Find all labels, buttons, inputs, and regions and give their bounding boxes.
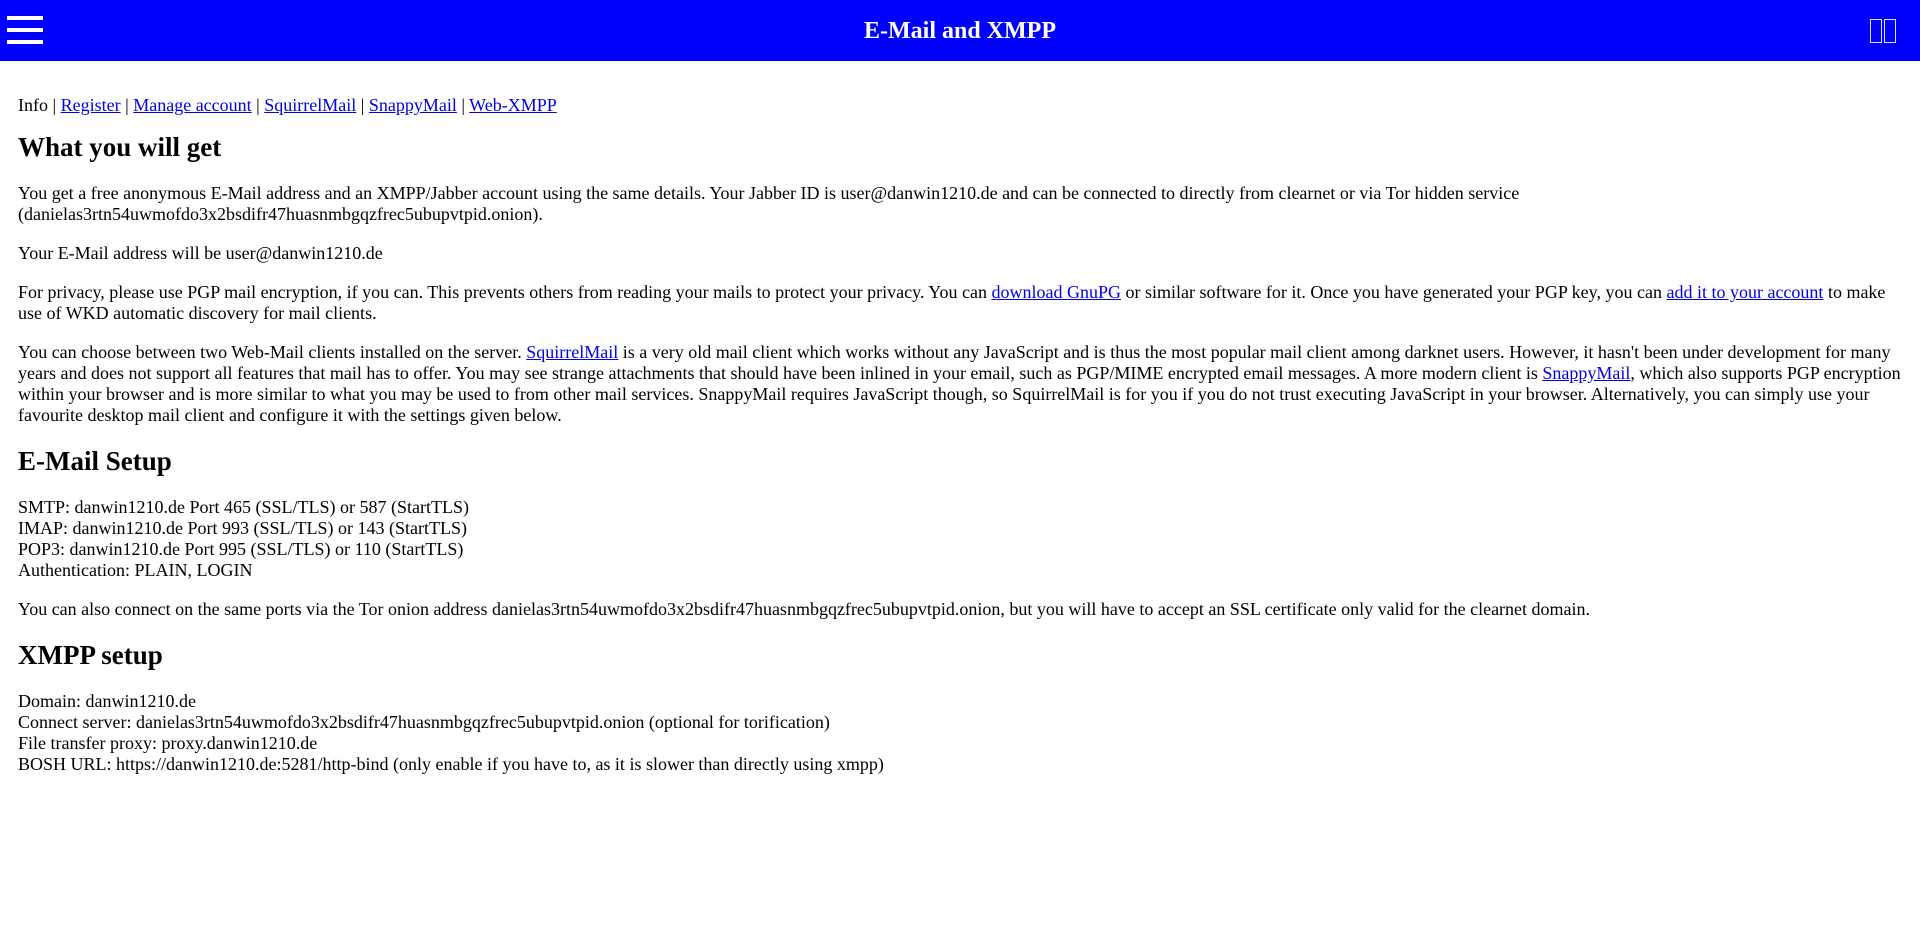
nav-separator: | — [120, 95, 134, 115]
pgp-text-2: or similar software for it. Once you have generated your PGP key, you can — [1120, 282, 1667, 302]
xmpp-file-proxy-setting: File transfer proxy: proxy.danwin1210.de — [18, 733, 318, 753]
pgp-text-1: For privacy, please use PGP mail encryption, if you can. This prevents others from reading your mails to protect your privacy. You can — [18, 282, 992, 302]
onion-note-paragraph: You can also connect on the same ports via the Tor onion address danielas3rtn54uwmofdo3x2bsdifr47huasnmbgqzfrec5ubupvtpid.onion, but you will have to accept an SSL certificate only valid for the clearnet domain. — [18, 599, 1591, 619]
nav-link-squirrelmail[interactable]: SquirrelMail — [264, 95, 357, 115]
heading-what-you-will-get: What you will get — [18, 132, 222, 162]
pop3-setting: POP3: danwin1210.de Port 995 (SSL/TLS) or 110 (StartTLS) — [18, 539, 464, 559]
nav-separator: | — [251, 95, 265, 115]
nav-links — [18, 95, 1902, 116]
nav-separator: | — [48, 95, 61, 115]
auth-setting: Authentication: PLAIN, LOGIN — [18, 560, 253, 580]
pgp-paragraph — [18, 282, 1902, 324]
nav-link-manage-account[interactable]: Manage account — [133, 95, 252, 115]
smtp-setting: SMTP: danwin1210.de Port 465 (SSL/TLS) or 587 (StartTLS) — [18, 497, 469, 517]
pgp-text-3: to make use of WKD automatic discovery for mail clients. — [18, 282, 1886, 323]
xmpp-settings-block — [18, 691, 1902, 775]
nav-link-register[interactable]: Register — [60, 95, 121, 115]
email-settings-block — [18, 497, 1902, 581]
heading-email-setup: E-Mail Setup — [18, 446, 172, 476]
email-address-paragraph: Your E-Mail address will be user@danwin1210.de — [18, 243, 383, 263]
top-bar — [0, 0, 1920, 61]
page-title: E-Mail and XMPP — [864, 18, 1056, 44]
nav-separator: | — [456, 95, 470, 115]
webmail-paragraph — [18, 342, 1902, 426]
toggle-box-right — [1884, 19, 1896, 43]
nav-link-snappymail[interactable]: SnappyMail — [368, 95, 457, 115]
theme-toggle-icon[interactable] — [1870, 19, 1896, 43]
add-key-to-account-link[interactable]: add it to your account — [1666, 282, 1824, 302]
main-content — [0, 95, 1920, 775]
webmail-text-3: , which also supports PGP encryption within your browser and is more similar to what you may be used to from other mail services. SnappyMail requires JavaScript though, so SquirrelMail is for you if you do not trust executing JavaScript in your browser. Alternatively, you can simply use your favourite desktop mail client and configure it with the settings given below. — [18, 363, 1901, 425]
xmpp-domain-setting: Domain: danwin1210.de — [18, 691, 196, 711]
squirrelmail-link[interactable]: SquirrelMail — [526, 342, 619, 362]
xmpp-bosh-url-setting: BOSH URL: https://danwin1210.de:5281/http-bind (only enable if you have to, as it is slower than directly using xmpp) — [18, 754, 884, 774]
snappymail-link[interactable]: SnappyMail — [1542, 363, 1631, 383]
heading-xmpp-setup: XMPP setup — [18, 640, 163, 670]
nav-separator: | — [356, 95, 369, 115]
xmpp-connect-server-setting: Connect server: danielas3rtn54uwmofdo3x2bsdifr47huasnmbgqzfrec5ubupvtpid.onion (optional for torification) — [18, 712, 830, 732]
nav-link-web-xmpp[interactable]: Web-XMPP — [469, 95, 557, 115]
toggle-box-left — [1870, 19, 1882, 43]
download-gnupg-link[interactable]: download GnuPG — [991, 282, 1121, 302]
imap-setting: IMAP: danwin1210.de Port 993 (SSL/TLS) or 143 (StartTLS) — [18, 518, 467, 538]
webmail-text-1: You can choose between two Web-Mail clients installed on the server. — [18, 342, 527, 362]
webmail-text-2: is a very old mail client which works without any JavaScript and is thus the most popular mail client among darknet users. However, it hasn't been under development for many years and does not support all features that mail has to offer. You may see strange attachments that should have been inlined in your email, such as PGP/MIME encrypted email messages. A more modern client is — [18, 342, 1891, 383]
intro-paragraph: You get a free anonymous E-Mail address and an XMPP/Jabber account using the same details. Your Jabber ID is user@danwin1210.de and can be connected to directly from clearnet or via Tor hidden service (danielas3rtn54uwmofdo3x2bsdifr47huasnmbgqzfrec5ubupvtpid.onion). — [18, 183, 1520, 224]
nav-current-info: Info — [18, 95, 48, 115]
